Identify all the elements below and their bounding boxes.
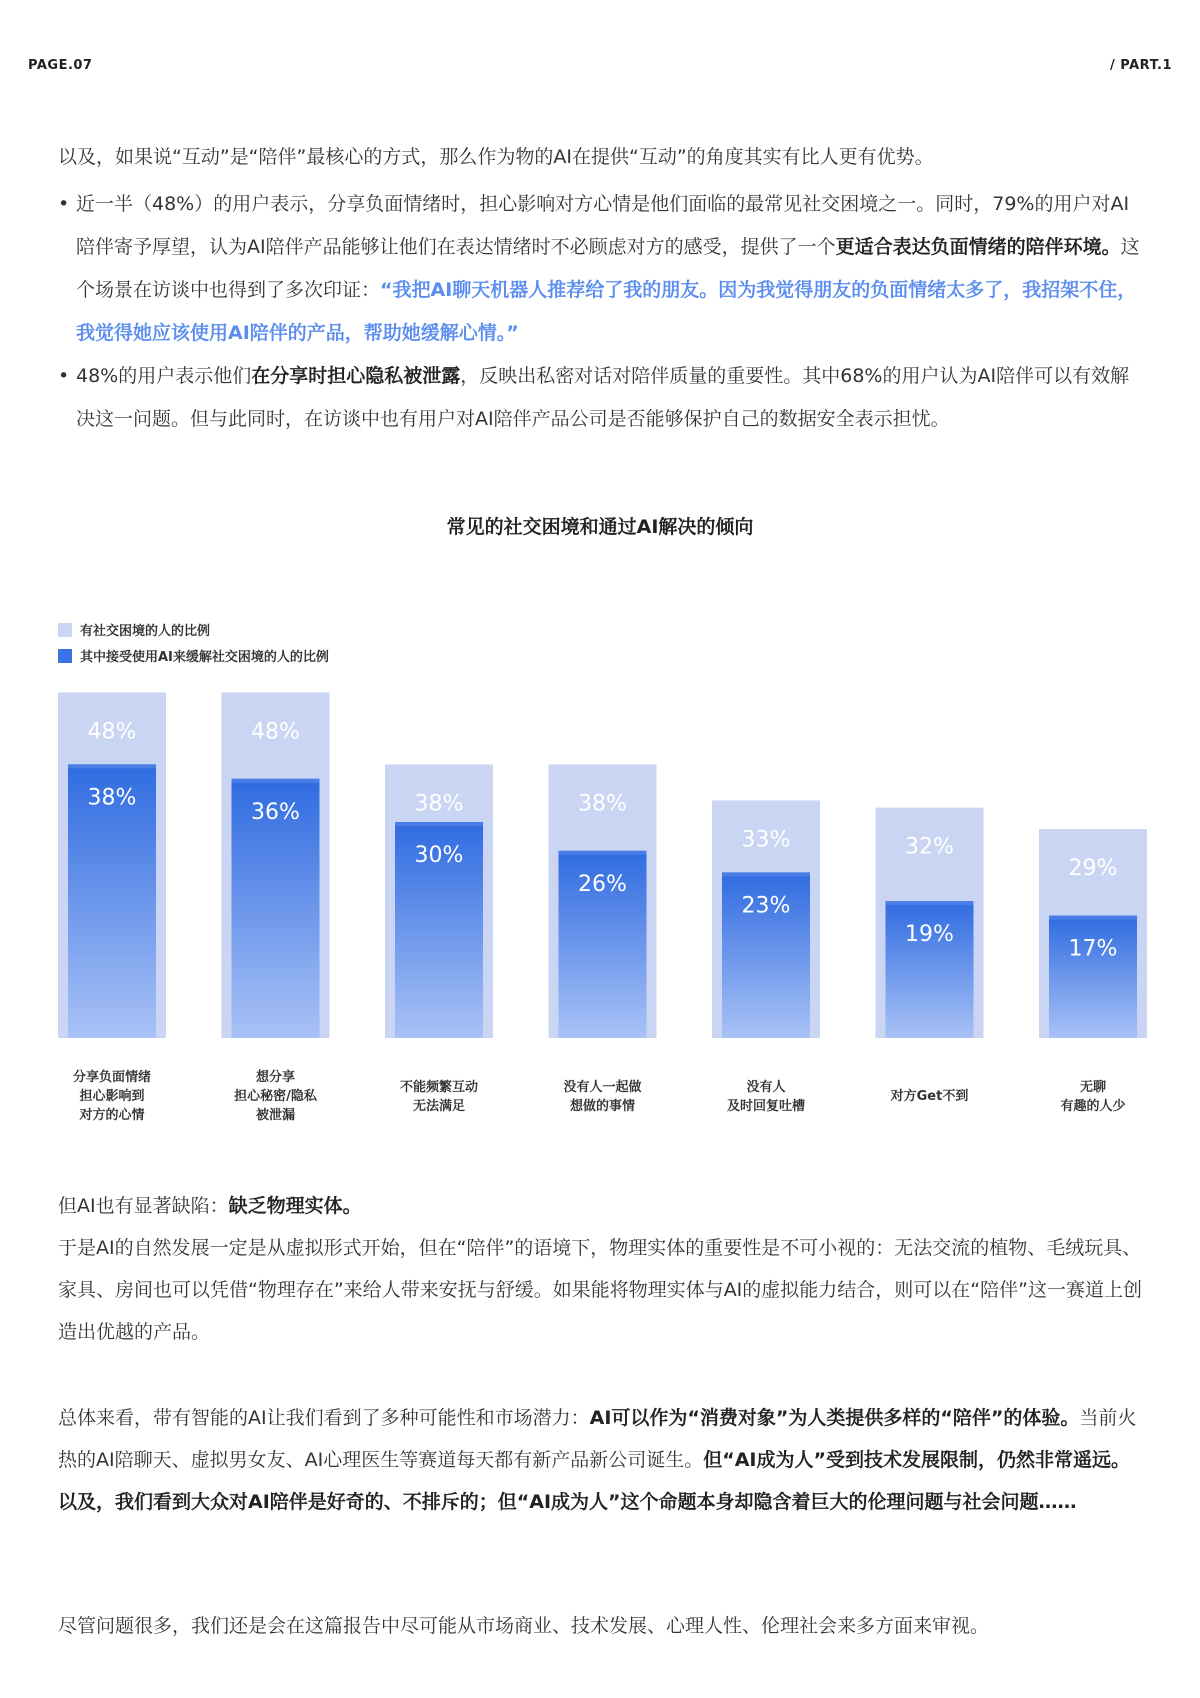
bar-chart — [0, 690, 1200, 1050]
data-label-total: 38% — [414, 791, 464, 817]
bar-inner-cap — [232, 779, 320, 783]
legend-item-dark — [58, 646, 329, 665]
data-label-total: 38% — [578, 791, 627, 817]
x-tick-label: 没有人 及时回复吐槽 — [726, 1079, 805, 1114]
legend-swatch-dark — [58, 649, 72, 663]
data-label-ai: 36% — [251, 799, 300, 825]
interview-quote: “我把AI聊天机器人推荐给了我的朋友。因为我觉得朋友的负面情绪太多了，我招架不住，我觉得她应该使用AI陪伴的产品，帮助她缓解心情。” — [76, 279, 1137, 344]
bar-inner-cap — [559, 851, 647, 855]
x-tick-label: 分享负面情绪 担心影响到 对方的心情 — [72, 1070, 151, 1123]
summary-bold2: 但“AI成为人”受到技术发展限制，仍然非常遥远。以及，我们看到大众对AI陪伴是好奇的、不排斥的；但“AI成为人”这个命题本身却隐含着巨大的伦理问题与社会问题…… — [58, 1449, 1130, 1513]
summary-text2: 当前火热的AI陪聊天、虚拟男女友、AI心理医生等赛道每天都有新产品新公司诞生。 — [58, 1407, 1137, 1471]
intro-paragraph: 以及，如果说“互动”是“陪伴”最核心的方式，那么作为物的AI在提供“互动”的角度其实有比人更有优势。 — [58, 146, 934, 168]
bar-inner — [1049, 916, 1137, 1038]
x-tick-label: 不能频繁互动 无法满足 — [399, 1079, 478, 1114]
bar-inner-cap — [68, 764, 156, 768]
bullet1-text2: 这个场景在访谈中也得到了多次印证： — [76, 236, 1140, 301]
data-label-total: 33% — [741, 827, 791, 853]
bullet-dot: • — [58, 193, 70, 215]
legend-item-light — [58, 620, 210, 639]
defect-paragraph — [58, 1185, 1148, 1227]
bullet1-bold: 更适合表达负面情绪的陪伴环境。 — [835, 236, 1121, 258]
bar-inner-cap — [722, 872, 810, 876]
x-tick-label: 对方Get不到 — [890, 1089, 969, 1104]
legend-label-light: 有社交困境的人的比例 — [80, 624, 211, 639]
chart-title: 常见的社交困境和通过AI解决的倾向 — [446, 516, 754, 538]
bullet-item-1 — [58, 183, 1148, 355]
data-label-ai: 30% — [414, 843, 464, 868]
bullet1-text1: 近一半（48%）的用户表示，分享负面情绪时，担心影响对方心情是他们面临的最常见社交困境之一。同时，79%的用户对AI陪伴寄予厚望，认为AI陪伴产品能够让他们在表达情绪时不必顾虑对方的感受，提供了一个 — [76, 193, 1130, 258]
data-label-ai: 26% — [578, 871, 627, 897]
summary-text1: 总体来看，带有智能的AI让我们看到了多种可能性和市场潜力： — [58, 1407, 590, 1429]
summary-bold1: AI可以作为“消费对象”为人类提供多样的“陪伴”的体验。 — [589, 1407, 1080, 1429]
data-label-ai: 19% — [905, 922, 954, 948]
bar-inner-cap — [886, 901, 974, 905]
part-label: / PART.1 — [1110, 58, 1172, 73]
bullet2-bold: 在分享时担心隐私被泄露 — [251, 365, 461, 387]
page-number: PAGE.07 — [28, 58, 93, 73]
closing-paragraph: 尽管问题很多，我们还是会在这篇报告中尽可能从市场商业、技术发展、心理人性、伦理社会来多方面来审视。 — [58, 1615, 990, 1637]
data-label-total: 32% — [905, 834, 954, 860]
bullet-dot: • — [58, 365, 70, 387]
x-tick-label: 无聊 有趣的人少 — [1060, 1079, 1126, 1114]
physical-paragraph: 于是AI的自然发展一定是从虚拟形式开始，但在“陪伴”的语境下，物理实体的重要性是不可小视的：无法交流的植物、毛绒玩具、家具、房间也可以凭借“物理存在”来给人带来安抚与舒缓。如果能将物理实体与AI的虚拟能力结合，则可以在“陪伴”这一赛道上创造出优越的产品。 — [58, 1237, 1142, 1343]
data-label-total: 48% — [251, 719, 300, 745]
legend-label-dark: 其中接受使用AI来缓解社交困境的人的比例 — [80, 650, 329, 665]
bullet-item-2 — [58, 355, 1148, 441]
legend-swatch-light — [58, 623, 72, 637]
defect-bold: 缺乏物理实体。 — [228, 1195, 362, 1217]
data-label-ai: 38% — [87, 785, 137, 811]
bullet2-text1: 48%的用户表示他们 — [76, 365, 252, 387]
bar-inner-cap — [1049, 916, 1137, 920]
data-label-ai: 23% — [741, 893, 791, 919]
data-label-ai: 17% — [1068, 936, 1118, 962]
x-tick-label: 没有人一起做 想做的事情 — [563, 1079, 642, 1114]
data-label-total: 29% — [1068, 856, 1118, 882]
bar-inner-cap — [395, 822, 483, 826]
defect-text: 但AI也有显著缺陷： — [58, 1195, 229, 1217]
x-tick-label: 想分享 担心秘密/隐私 被泄漏 — [234, 1070, 317, 1123]
summary-paragraph — [58, 1397, 1148, 1523]
bullet2-text2: ，反映出私密对话对陪伴质量的重要性。其中68%的用户认为AI陪伴可以有效解决这一问题。但与此同时，在访谈中也有用户对AI陪伴产品公司是否能够保护自己的数据安全表示担忧。 — [76, 365, 1130, 430]
data-label-total: 48% — [87, 719, 137, 745]
